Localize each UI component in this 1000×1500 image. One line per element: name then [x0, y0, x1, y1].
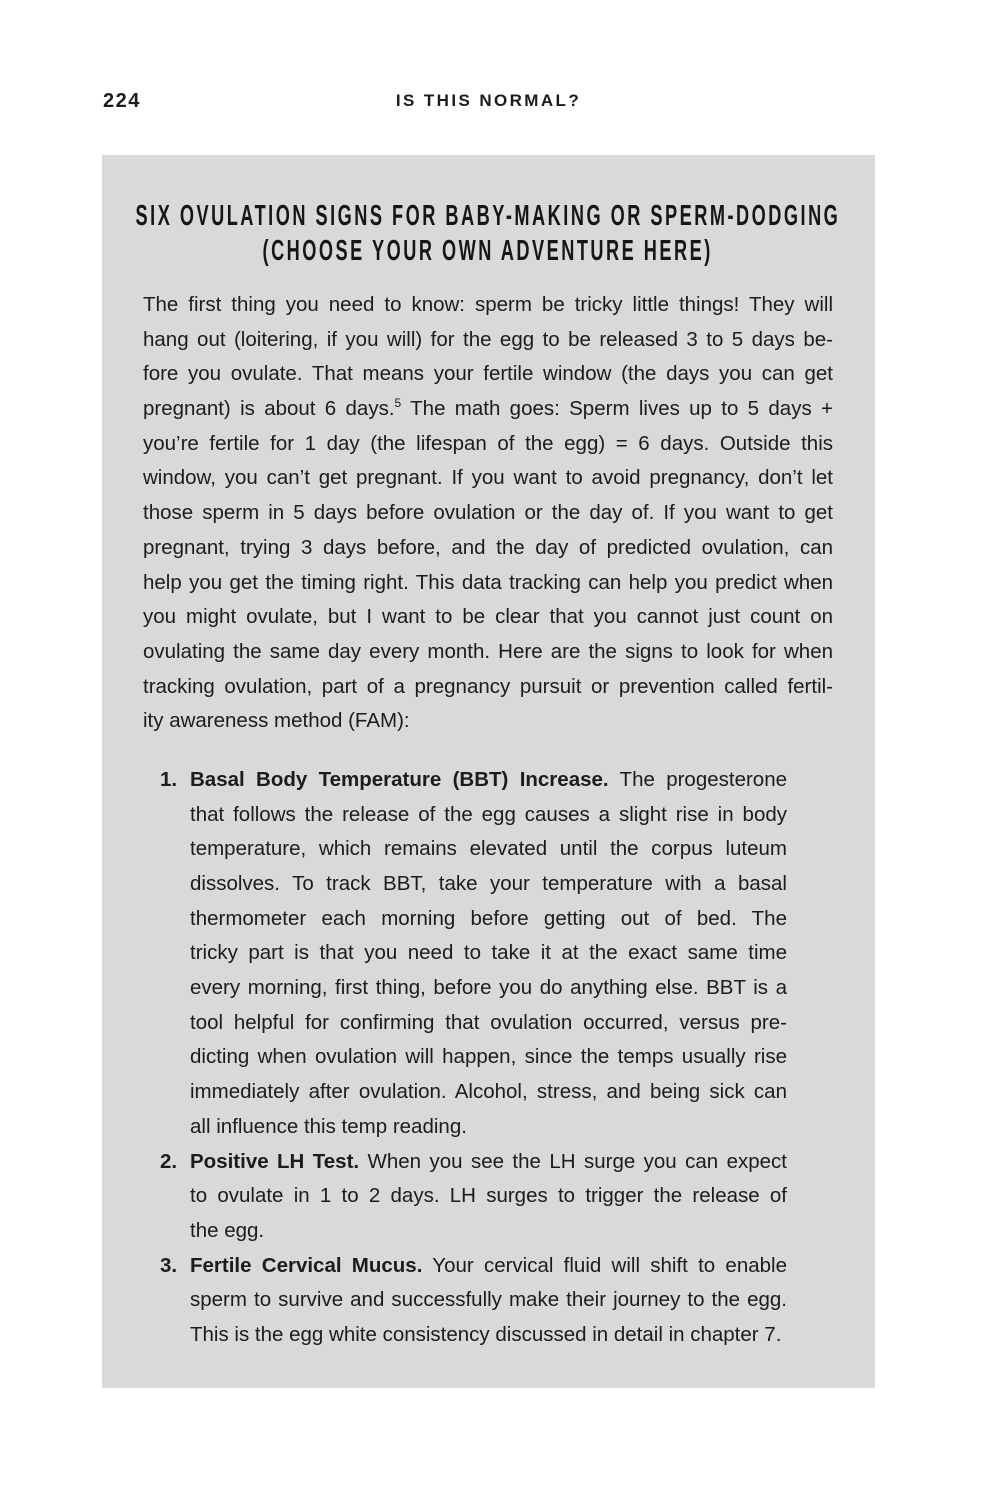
- list-item-text: The progesterone: [608, 767, 788, 791]
- box-title-text: (CHOOSE YOUR OWN ADVENTURE HERE): [262, 235, 714, 267]
- list-item-heading: Positive LH Test.: [190, 1149, 360, 1173]
- intro-line: ovulating the same day every month. Here are the signs to look for when: [143, 639, 833, 663]
- intro-line: tracking ovulation, part of a pregnancy pursuit or prevention called fertil-: [143, 674, 833, 698]
- box-title-line: [135, 199, 841, 234]
- list-item-line: that follows the release of the egg causes a slight rise in body: [190, 802, 787, 826]
- intro-line: window, you can’t get pregnant. If you want to avoid pregnancy, don’t let: [143, 466, 833, 490]
- intro-line: you’re fertile for 1 day (the lifespan of the egg) = 6 days. Outside this: [143, 431, 833, 455]
- intro-line-text: The math goes: Sperm lives up to 5 days +: [401, 397, 833, 421]
- list-item-line: the egg.: [190, 1218, 265, 1242]
- list-item-line: dicting when ovulation will happen, since the temps usually rise: [190, 1045, 787, 1069]
- list-item-line: [190, 763, 787, 798]
- intro-line: [143, 392, 833, 427]
- running-title: IS THIS NORMAL?: [395, 91, 582, 110]
- list-item-line: temperature, which remains elevated until the corpus luteum: [190, 837, 787, 861]
- list-item-line: to ovulate in 1 to 2 days. LH surges to trigger the release of: [190, 1184, 787, 1208]
- list-item-text: When you see the LH surge you can expect: [359, 1149, 787, 1173]
- sidebar-box: [102, 155, 875, 1388]
- running-head: [0, 90, 1000, 112]
- list-item-line: dissolves. To track BBT, take your temperature with a basal: [190, 872, 787, 895]
- intro-line: The first thing you need to know: sperm be tricky little things! They will: [143, 293, 833, 316]
- intro-line: pregnant, trying 3 days before, and the day of predicted ovulation, can: [143, 535, 833, 559]
- list-item-line: sperm to survive and successfully make their journey to the egg.: [190, 1288, 787, 1312]
- intro-line: you might ovulate, but I want to be clear that you cannot just count on: [143, 605, 833, 629]
- intro-line: those sperm in 5 days before ovulation or the day of. If you want to get: [143, 501, 833, 525]
- list-item-line: [190, 1145, 787, 1180]
- list-item-line: every morning, first thing, before you do anything else. BBT is a: [190, 976, 787, 1000]
- intro-line: fore you ovulate. That means your fertile window (the days you can get: [143, 362, 833, 386]
- list-item-line: all influence this temp reading.: [190, 1114, 467, 1138]
- list-item-line: thermometer each morning before getting out of bed. The: [190, 906, 787, 930]
- list-item: [160, 1145, 787, 1249]
- box-title-line: [143, 234, 833, 269]
- box-title: [135, 199, 841, 269]
- intro-line: ity awareness method (FAM):: [143, 709, 410, 733]
- list-item-line: tool helpful for confirming that ovulation occurred, versus pre-: [190, 1010, 787, 1034]
- list-item-heading: Fertile Cervical Mucus.: [190, 1253, 423, 1277]
- list-item-number: 2.: [160, 1149, 178, 1173]
- page-number: 224: [103, 90, 141, 112]
- intro-line-text: pregnant) is about 6 days.: [143, 397, 395, 421]
- list-item: [160, 1249, 787, 1353]
- list-item-number: 3.: [160, 1253, 178, 1277]
- list-item-line: This is the egg white consistency discussed in detail in chapter 7.: [190, 1322, 782, 1346]
- list-item-line: tricky part is that you need to take it at the exact same time: [190, 941, 787, 965]
- list-item-text: Your cervical fluid will shift to enable: [422, 1253, 787, 1277]
- intro-paragraph: [143, 288, 833, 739]
- box-title-text: SIX OVULATION SIGNS FOR BABY-MAKING OR SPERM-DODGING: [135, 200, 841, 232]
- footnote-marker: 5: [394, 396, 402, 411]
- list-item-line: immediately after ovulation. Alcohol, stress, and being sick can: [190, 1080, 787, 1104]
- list-item: [160, 763, 788, 1145]
- list-item-heading: Basal Body Temperature (BBT) Increase.: [190, 767, 609, 791]
- intro-line: help you get the timing right. This data tracking can help you predict when: [143, 570, 833, 594]
- list-item-line: [190, 1249, 787, 1284]
- list-item-number: 1.: [160, 767, 178, 791]
- intro-line: hang out (loitering, if you will) for the egg to be released 3 to 5 days be-: [143, 327, 833, 351]
- ovulation-signs-list: [160, 763, 788, 1353]
